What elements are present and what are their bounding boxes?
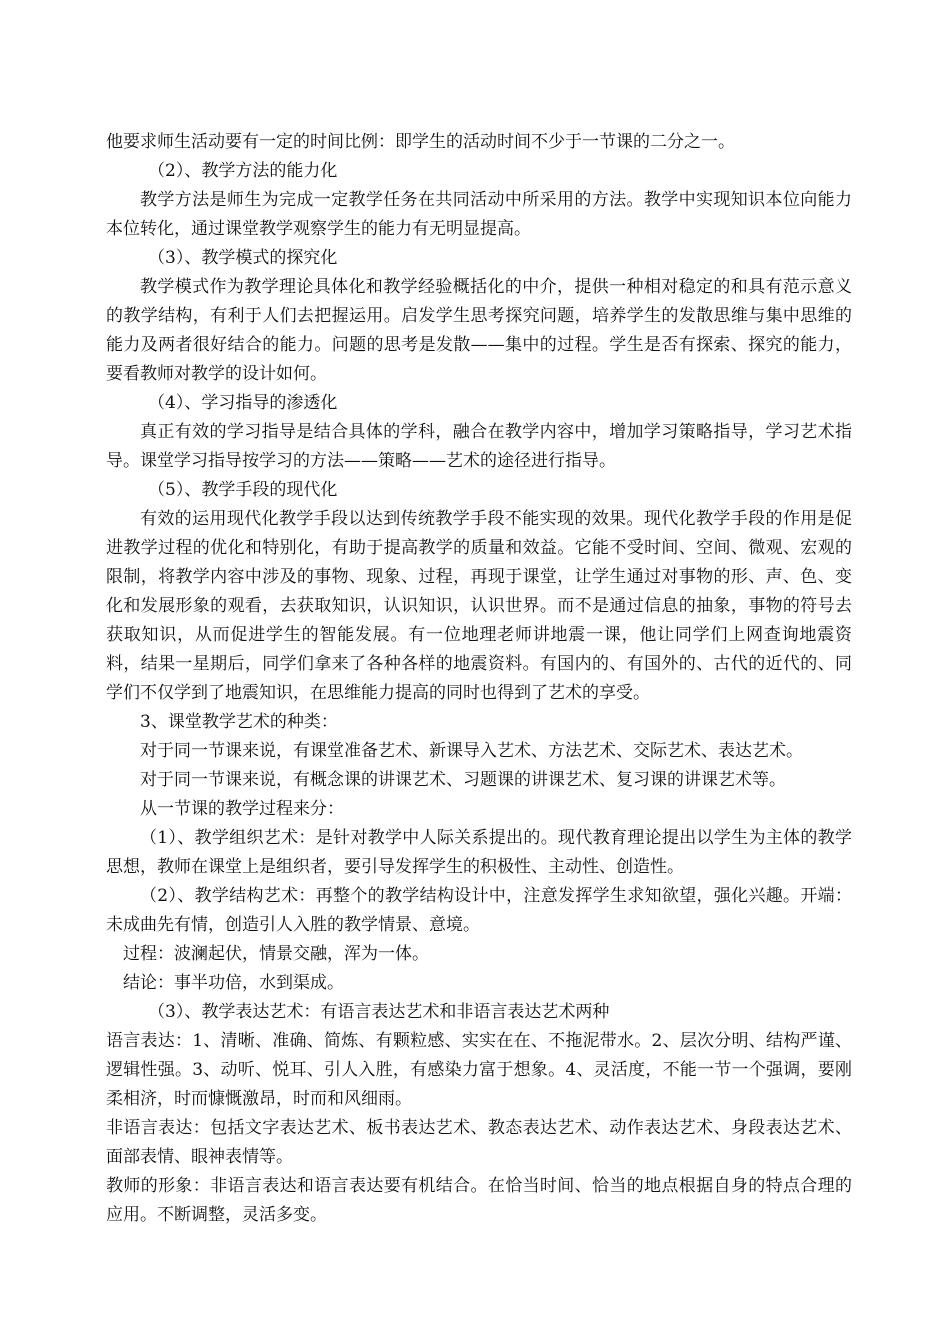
paragraph: 过程：波澜起伏，情景交融，浑为一体。 [123, 944, 429, 964]
paragraph: 他要求师生活动要有一定的时间比例：即学生的活动时间不少于一节课的二分之一。 [106, 132, 735, 152]
section-heading: （2）、教学方法的能力化 [148, 161, 338, 181]
paragraph: 真正有效的学习指导是结合具体的学科，融合在教学内容中，增加学习策略指导，学习艺术指导。课堂学习指导按学习的方法——策略——艺术的途径进行指导。 [106, 422, 852, 471]
paragraph: 教学模式作为教学理论具体化和教学经验概括化的中介，提供一种相对稳定的和具有范示意义的教学结构，有利于人们去把握运用。启发学生思考探究问题，培养学生的发散思维与集中思维的能力及两者很好结合的能力。问题的思考是发散——集中的过程。学生是否有探索、探究的能力，要看教师对教学的设计如何。 [106, 277, 852, 384]
paragraph: 有效的运用现代化教学手段以达到传统教学手段不能实现的效果。现代化教学手段的作用是促进教学过程的优化和特别化，有助于提高教学的质量和效益。它能不受时间、空间、微观、宏观的限制，将教学内容中涉及的事物、现象、过程，再现于课堂，让学生通过对事物的形、声、色、变化和发展形象的观看，去获取知识，认识知识，认识世界。而不是通过信息的抽象，事物的符号去获取知识，从而促进学生的智能发展。有一位地理老师讲地震一课，他让同学们上网查询地震资料，结果一星期后，同学们拿来了各种各样的地震资料。有国内的、有国外的、古代的近代的、同学们不仅学到了地震知识，在思维能力提高的同时也得到了艺术的享受。 [106, 509, 852, 703]
paragraph: 从一节课的教学过程来分： [140, 799, 344, 819]
paragraph: 结论：事半功倍，水到渠成。 [123, 973, 344, 993]
paragraph: 教学方法是师生为完成一定教学任务在共同活动中所采用的方法。教学中实现知识本位向能力本位转化，通过课堂教学观察学生的能力有无明显提高。 [106, 190, 852, 239]
document-body [106, 128, 852, 1230]
paragraph: 非语言表达：包括文字表达艺术、板书表达艺术、教态表达艺术、动作表达艺术、身段表达艺术、面部表情、眼神表情等。 [106, 1118, 852, 1167]
section-heading: （4）、学习指导的渗透化 [148, 393, 338, 413]
paragraph: 语言表达：1、清晰、准确、简炼、有颗粒感、实实在在、不拖泥带水。2、层次分明、结构严谨、逻辑性强。3、动听、悦耳、引人入胜，有感染力富于想象。4、灵活度，不能一节一个强调，要刚柔相济，时而慷慨激昂，时而和风细雨。 [106, 1031, 852, 1109]
section-heading: 3、课堂教学艺术的种类： [140, 712, 338, 732]
section-heading: （3）、教学表达艺术：有语言表达艺术和非语言表达艺术两种 [148, 1002, 610, 1022]
paragraph: 对于同一节课来说，有课堂准备艺术、新课导入艺术、方法艺术、交际艺术、表达艺术。 [140, 741, 803, 761]
paragraph: （1）、教学组织艺术：是针对教学中人际关系提出的。现代教育理论提出以学生为主体的教学思想，教师在课堂上是组织者，要引导发挥学生的积极性、主动性、创造性。 [106, 828, 852, 877]
paragraph: 对于同一节课来说，有概念课的讲课艺术、习题课的讲课艺术、复习课的讲课艺术等。 [140, 770, 786, 790]
paragraph: （2）、教学结构艺术：再整个的教学结构设计中，注意发挥学生求知欲望，强化兴趣。开端：未成曲先有情，创造引人入胜的教学情景、意境。 [106, 886, 852, 935]
paragraph: 教师的形象：非语言表达和语言表达要有机结合。在恰当时间、恰当的地点根据自身的特点合理的应用。不断调整，灵活多变。 [106, 1176, 852, 1225]
section-heading: （3）、教学模式的探究化 [148, 248, 338, 268]
section-heading: （5）、教学手段的现代化 [148, 480, 338, 500]
